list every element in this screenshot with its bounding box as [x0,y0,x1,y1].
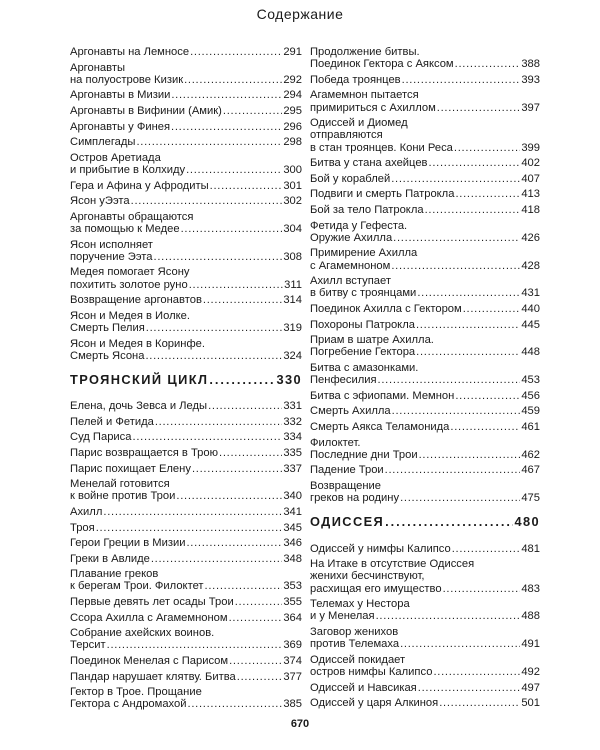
toc-entry-title-line: Одиссей покидает [310,653,406,666]
dot-leader [385,516,513,528]
toc-entry-title-line: Собрание ахейских воинов. [70,627,215,640]
dot-leader [416,346,520,358]
toc-entry [70,655,302,667]
dot-leader [192,463,282,475]
toc-page-number: 324 [283,349,302,362]
dot-leader [133,431,283,443]
dot-leader [455,390,520,402]
dot-leader [103,506,282,518]
toc-entry-title-line: Поединок Гектора с Аяксом [310,58,454,71]
toc-entry [70,400,302,412]
dot-leader [208,400,282,412]
toc-page-number: 294 [283,89,302,102]
dot-leader [450,421,520,433]
toc-page-number: 337 [283,462,302,475]
toc-entry-title-line: против Телемаха [310,638,400,651]
toc-entry-title-line: Смерть Ясона [70,349,145,362]
toc-entry-title-line: остров нимфы Калипсо [310,665,433,678]
dot-leader [385,464,521,476]
toc-entry-title-line: Одиссей у царя Алкиноя [310,697,439,710]
toc-page-number: 402 [521,157,540,170]
toc-entry [310,464,540,476]
toc-entry [310,117,540,154]
toc-entry [70,338,302,362]
toc-entry-title-line: Аргонавты обращаются [70,210,194,223]
toc-entry-title-line: в битву с троянцами [310,287,417,300]
toc-page-number: 340 [283,490,302,503]
toc-entry [70,121,302,133]
toc-page-number: 331 [283,400,302,413]
dot-leader [419,449,521,461]
toc-entry [310,220,540,244]
dot-leader [155,416,282,428]
toc-page-number: 483 [521,582,540,595]
toc-entry-title-line: Терсит [70,639,106,652]
toc-entry [310,697,540,709]
toc-page-number: 332 [283,415,302,428]
dot-leader [235,596,283,608]
toc-page-number: 346 [283,537,302,550]
toc-entry [70,180,302,192]
toc-entry-title-line: ОДИССЕЯ [310,514,385,530]
toc-page-number: 319 [283,321,302,334]
dot-leader [96,522,283,534]
toc-entry [310,421,540,433]
dot-leader [131,195,283,207]
toc-page-number: 292 [283,73,302,86]
dot-leader [393,232,520,244]
toc-entry [70,416,302,428]
dot-leader [145,350,282,362]
dot-leader [189,279,283,291]
dot-leader [171,121,282,133]
toc-entry [310,558,540,595]
toc-entry-title-line: Одиссей и Диомед [310,117,408,130]
toc-page-number: 453 [521,374,540,387]
toc-page-number: 397 [521,101,540,114]
toc-page-number: 428 [521,259,540,272]
toc-entry-title-line: похитить золотое руно [70,278,188,291]
dot-leader [151,553,282,565]
toc-entry [310,46,540,70]
toc-entry [70,671,302,683]
dot-leader [190,46,282,58]
toc-entry-title-line: Пелей и Фетида [70,415,154,428]
toc-entry [70,152,302,176]
toc-entry [310,303,540,315]
toc-entry-title-line: и прибытие в Колхиду [70,163,186,176]
toc-entry-title-line: Аргонавты в Вифинии (Амик) [70,104,222,117]
toc-entry [70,537,302,549]
toc-entry-title-line: Елена, дочь Зевса и Леды [70,400,208,413]
toc-page-number: 296 [283,120,302,133]
dot-leader [136,136,282,148]
toc-page-number: 456 [521,389,540,402]
toc-entry-title-line: Приам в шатре Ахилла. [310,334,434,347]
toc-entry [70,596,302,608]
toc-entry-title-line: Пенфесилия [310,374,377,387]
toc-entry [70,568,302,592]
toc-page-number: 448 [521,346,540,359]
toc-page-number: 497 [521,681,540,694]
dot-leader [184,74,282,86]
dot-leader [186,164,282,176]
toc-entry-title-line: греков на родину [310,492,400,505]
dot-leader [437,102,521,114]
toc-page-number: 298 [283,136,302,149]
toc-entry [70,310,302,334]
toc-entry-title-line: и у Менелая [310,610,375,623]
toc-entry-title-line: отправляются [310,129,383,142]
dot-leader [391,173,520,185]
toc-entry-title-line: Аргонавты на Лемносе [70,46,190,58]
toc-entry-title-line: Смерть Аякса Теламонида [310,420,450,433]
toc-entry [70,686,302,710]
dot-leader [181,223,283,235]
toc-entry-title-line: Аргонавты у Финея [70,120,171,133]
dot-leader [454,142,520,154]
dot-leader [223,105,282,117]
toc-page-number: 308 [283,250,302,263]
toc-entry [310,319,540,331]
dot-leader [429,157,521,169]
toc-entry-title-line: Парис возвращается в Трою [70,446,218,459]
toc-entry [310,188,540,200]
dot-leader [219,447,282,459]
dot-leader [433,666,520,678]
toc-page-number: 314 [283,294,302,307]
toc-entry [70,478,302,502]
dot-leader [439,697,520,709]
toc-entry-title-line: Первые девять лет осады Трои [70,596,234,609]
toc-entry [310,74,540,86]
toc-entry-title-line: Последние дни Трои [310,448,418,461]
toc-entry [70,136,302,148]
toc-page-number: 480 [514,514,540,530]
toc-entry [70,447,302,459]
toc-entry-title-line: Битва у стана ахейцев [310,157,428,170]
toc-entry-title-line: На Итаке в отсутствие Одиссея [310,558,475,571]
toc-entry [70,463,302,475]
toc-entry-title-line: Ахилл [70,505,103,518]
toc-page-number: 461 [521,420,540,433]
toc-entry [70,266,302,290]
toc-entry-title-line: Троя [70,521,95,534]
toc-page-number: 426 [521,231,540,244]
toc-entry-title-line: Греки в Авлиде [70,552,150,565]
toc-entry [310,89,540,113]
toc-entry [310,682,540,694]
dot-leader [455,188,520,200]
dot-leader [463,303,521,315]
toc-entry [310,543,540,555]
toc-entry [310,247,540,271]
toc-entry [70,553,302,565]
toc-page-number: 492 [521,665,540,678]
toc-left-column [70,46,302,714]
toc-page-number: 377 [283,670,302,683]
toc-entry [70,627,302,651]
toc-entry [310,362,540,386]
dot-leader [209,374,275,386]
toc-entry-title-line: к берегам Трои. Филоктет [70,580,204,593]
toc-entry-title-line: на полуострове Кизик [70,73,184,86]
toc-page-number: 348 [283,552,302,565]
toc-page-number: 291 [283,46,302,58]
dot-leader [417,287,520,299]
toc-right-column [310,46,540,713]
dot-leader [400,492,520,504]
toc-entry [70,211,302,235]
toc-page-number: 481 [521,542,540,555]
toc-page-number: 369 [283,639,302,652]
toc-page-number: 462 [521,448,540,461]
toc-page-number: 393 [521,73,540,86]
toc-entry-title-line: в стан троянцев. Кони Реса [310,141,453,154]
toc-entry-title-line: Плавание греков [70,568,159,581]
toc-page-number: 501 [521,697,540,710]
toc-page-number: 335 [283,446,302,459]
dot-leader [186,537,282,549]
toc-page-number: 311 [284,278,302,291]
toc-page-number: 355 [283,596,302,609]
toc-entry-title-line: Одиссей у нимфы Калипсо [310,542,451,555]
toc-entry [70,105,302,117]
toc-entry-title-line: Возвращение аргонавтов [70,294,202,307]
toc-page-number: 301 [283,179,302,192]
dot-leader [203,294,282,306]
toc-page-number: 488 [521,610,540,623]
toc-entry-title-line: Менелай готовится [70,478,170,491]
toc-entry-title-line: Парис похищает Елену [70,462,191,475]
toc-entry [310,173,540,185]
toc-entry-title-line: Пандар нарушает клятву. Битва [70,670,236,683]
toc-entry-title-line: Битва с амазонками. [310,361,419,374]
toc-page-number: 459 [521,405,540,418]
toc-entry-title-line: ТРОЯНСКИЙ ЦИКЛ [70,371,209,387]
toc-entry [70,89,302,101]
toc-entry [310,204,540,216]
toc-entry-title-line: Погребение Гектора [310,346,416,359]
dot-leader [107,639,283,651]
toc-entry-title-line: примириться с Ахиллом [310,101,436,114]
toc-entry [70,522,302,534]
toc-entry-title-line: Смерть Пелия [70,321,145,334]
dot-leader [188,698,283,710]
dot-leader [391,260,520,272]
toc-page-number: 413 [521,188,540,201]
toc-entry-title-line: Фетида у Гефеста. [310,219,408,232]
toc-entry [310,405,540,417]
toc-page-number: 388 [521,58,540,71]
toc-entry [310,275,540,299]
toc-entry [310,480,540,504]
toc-entry [310,390,540,402]
toc-page-number: 334 [283,431,302,444]
toc-entry-title-line: Агамемнон пытается [310,89,419,102]
toc-entry-title-line: женихи бесчинствуют, [310,570,425,583]
toc-section-heading [70,371,302,387]
toc-entry-title-line: Медея помогает Ясону [70,266,190,279]
toc-entry [310,654,540,678]
toc-entry-title-line: Симплегады [70,136,136,149]
toc-entry-title-line: Суд Париса [70,431,132,444]
toc-entry-title-line: Победа троянцев [310,73,401,86]
toc-entry [70,612,302,624]
toc-entry [70,431,302,443]
dot-leader [229,655,282,667]
toc-page-number: 399 [521,141,540,154]
toc-entry [310,334,540,358]
toc-page-number: 364 [283,611,302,624]
toc-page-number: 341 [283,505,302,518]
dot-leader [425,204,521,216]
toc-entry-title-line: с Агамемноном [310,259,391,272]
toc-entry-title-line: Падение Трои [310,464,384,477]
dot-leader [154,251,283,263]
dot-leader [392,405,521,417]
toc-page-number: 345 [283,521,302,534]
toc-entry-title-line: Продолжение битвы. [310,46,420,58]
toc-entry-title-line: Возвращение [310,479,382,492]
dot-leader [402,74,521,86]
dot-leader [452,543,521,555]
toc-entry-title-line: Оружие Ахилла [310,231,393,244]
toc-entry-title-line: Ссора Ахилла с Агамемноном [70,611,228,624]
toc-entry-title-line: Ясон и Медея в Коринфе. [70,337,205,350]
toc-entry-title-line: Одиссей и Навсикая [310,681,417,694]
toc-entry-title-line: Телемах у Нестора [310,598,410,611]
toc-entry [310,437,540,461]
toc-entry-title-line: Бой у кораблей [310,172,391,185]
dot-leader [376,610,521,622]
toc-entry-title-line: Смерть Ахилла [310,405,391,418]
toc-entry [310,626,540,650]
toc-page-number: 300 [283,163,302,176]
toc-section-heading [310,516,540,528]
toc-entry-title-line: Ахилл вступает [310,275,391,288]
dot-leader [418,682,521,694]
toc-entry [310,157,540,169]
toc-entry-title-line: Филоктет. [310,436,361,449]
toc-entry [70,239,302,263]
toc-entry-title-line: Примирение Ахилла [310,247,418,260]
toc-entry-title-line: Ясон и Медея в Иолке. [70,309,190,322]
toc-entry [70,506,302,518]
toc-page-number: 330 [276,371,302,387]
dot-leader [210,180,283,192]
toc-entry-title-line: Ясон уЭэта [70,195,130,208]
dot-leader [378,374,521,386]
toc-entry [310,598,540,622]
dot-leader [443,583,521,595]
dot-leader [237,671,283,683]
dot-leader [400,638,520,650]
toc-entry-title-line: Гера и Афина у Афродиты [70,179,209,192]
toc-entry-title-line: Поединок Ахилла с Гектором [310,302,462,315]
toc-entry-title-line: Заговор женихов [310,625,399,638]
dot-leader [205,580,283,592]
dot-leader [171,89,282,101]
toc-entry-title-line: Похороны Патрокла [310,318,415,331]
toc-page-number: 374 [283,655,302,668]
toc-page-number: 467 [521,464,540,477]
toc-entry-title-line: за помощью к Медее [70,222,180,235]
toc-entry [70,62,302,86]
toc-page-number: 431 [521,287,540,300]
toc-page-number: 407 [521,172,540,185]
toc-entry-title-line: Герои Греции в Мизии [70,537,186,550]
toc-page-number: 440 [521,302,540,315]
toc-page-number: 385 [283,698,302,711]
toc-page-number: 302 [283,195,302,208]
dot-leader [416,319,520,331]
dot-leader [455,58,521,70]
dot-leader [229,612,283,624]
dot-leader [146,322,283,334]
toc-entry-title-line: Гектора с Андромахой [70,698,187,711]
toc-page-number: 491 [521,638,540,651]
toc-entry-title-line: Остров Аретиада [70,151,161,164]
toc-page-number: 295 [283,104,302,117]
toc-entry-title-line: Аргонавты [70,61,126,74]
toc-page-number: 445 [521,318,540,331]
toc-page-number: 418 [521,203,540,216]
toc-page-number: 475 [521,492,540,505]
toc-entry [70,294,302,306]
toc-entry-title-line: поручение Ээта [70,250,153,263]
toc-entry [70,195,302,207]
toc-entry-title-line: Поединок Менелая с Парисом [70,655,229,668]
toc-entry-title-line: Подвиги и смерть Патрокла [310,188,455,201]
toc-entry-title-line: к войне против Трои [70,490,176,503]
toc-entry-title-line: Ясон исполняет [70,238,153,251]
toc-entry-title-line: Аргонавты в Мизии [70,89,171,102]
toc-entry-title-line: Гектор в Трое. Прощание [70,686,202,699]
toc-entry-title-line: Битва с эфиопами. Мемнон [310,389,455,402]
toc-entry-title-line: расхищая его имущество [310,582,442,595]
toc-page-number: 353 [283,580,302,593]
toc-entry-title-line: Бой за тело Патрокла [310,203,424,216]
toc-page-number: 304 [283,222,302,235]
dot-leader [176,490,282,502]
toc-entry [70,46,302,58]
page-number: 670 [290,718,310,730]
running-header: Содержание [256,6,344,22]
